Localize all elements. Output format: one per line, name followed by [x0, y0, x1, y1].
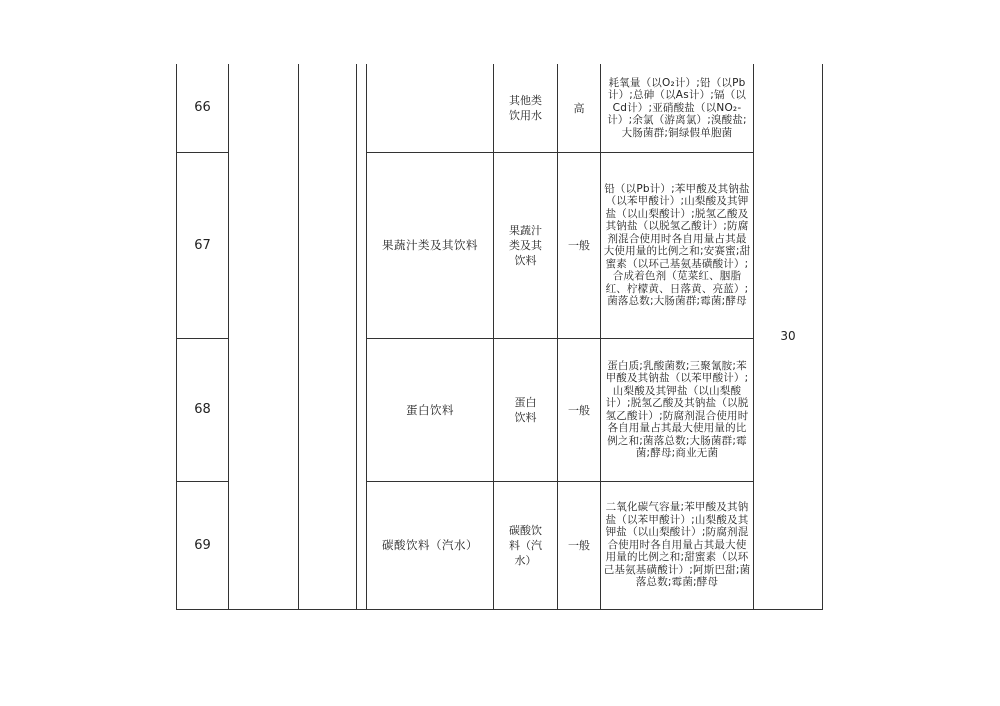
test-items: 耗氧量（以O₂计）;铅（以Pb计）;总砷（以As计）;镉（以Cd计）;亚硝酸盐（以NO₂-计）;余氯（游离氯）;溴酸盐;大肠菌群;铜绿假单胞菌: [601, 64, 754, 152]
test-items: 二氧化碳气容量;苯甲酸及其钠盐（以苯甲酸计）;山梨酸及其钾盐（以山梨酸计）;防腐剂混合使用时各自用量占其最大使用量的比例之和;甜蜜素（以环己基氨基磺酸计）;阿斯巴甜;菌落总数;霉菌;酵母: [601, 481, 754, 609]
test-items: 铅（以Pb计）;苯甲酸及其钠盐（以苯甲酸计）;山梨酸及其钾盐（以山梨酸计）;脱氢乙酸及其钠盐（以脱氢乙酸计）;防腐剂混合使用时各自用量占其最大使用量的比例之和;安赛蜜;甜蜜素（以环己基氨基磺酸计）;合成着色剂（苋菜红、胭脂红、柠檬黄、日落黄、亮蓝）;菌落总数;大肠菌群;霉菌;酵母: [601, 152, 754, 338]
inspection-items-table: [176, 64, 823, 610]
merged-cell: [357, 64, 367, 609]
food-subcategory: [494, 338, 558, 481]
food-subcategory-text: 蛋白饮料: [514, 395, 537, 424]
risk-level: 一般: [558, 481, 601, 609]
food-subcategory-text: 其他类饮用水: [509, 93, 542, 122]
risk-level: 一般: [558, 338, 601, 481]
food-subcategory: [494, 152, 558, 338]
test-items: 蛋白质;乳酸菌数;三聚氰胺;苯甲酸及其钠盐（以苯甲酸计）;山梨酸及其钾盐（以山梨酸计）;脱氢乙酸及其钠盐（以脱氢乙酸计）;防腐剂混合使用时各自用量占其最大使用量的比例之和;菌落总数;大肠菌群;霉菌;酵母;商业无菌: [601, 338, 754, 481]
risk-level: 一般: [558, 152, 601, 338]
row-number: 66: [177, 64, 229, 152]
row-number: 68: [177, 338, 229, 481]
sample-count: 30: [754, 64, 823, 609]
food-name: 碳酸饮料（汽水）: [367, 481, 494, 609]
food-name: 果蔬汁类及其饮料: [367, 152, 494, 338]
table-row: [177, 64, 823, 152]
food-name: [367, 64, 494, 152]
food-subcategory-text: 果蔬汁类及其饮料: [509, 223, 542, 267]
food-subcategory: [494, 481, 558, 609]
row-number: 67: [177, 152, 229, 338]
merged-cell: [299, 64, 357, 609]
row-number: 69: [177, 481, 229, 609]
food-subcategory-text: 碳酸饮料（汽水）: [509, 523, 542, 567]
food-subcategory: [494, 64, 558, 152]
risk-level: 高: [558, 64, 601, 152]
food-name: 蛋白饮料: [367, 338, 494, 481]
merged-cell: [229, 64, 299, 609]
